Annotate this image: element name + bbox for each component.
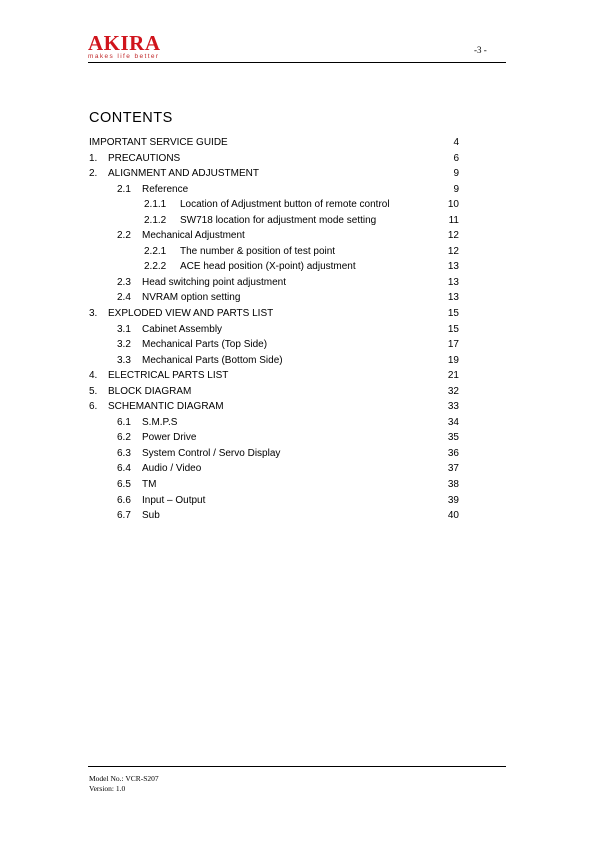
toc-entry-number: 3.3 [117, 354, 131, 366]
toc-entry-page: 13 [447, 292, 459, 304]
toc-entry-title: Location of Adjustment button of remote control [180, 199, 390, 211]
toc-entry-number: 2.4 [117, 292, 131, 304]
toc-entry-title: TM [142, 479, 157, 491]
toc-entry-title: SCHEMANTIC DIAGRAM [108, 401, 224, 413]
toc-entry[interactable] [89, 290, 459, 306]
toc-entry-title: Mechanical Adjustment [142, 230, 245, 242]
company-logo [88, 33, 188, 61]
toc-entry-title: ALIGNMENT AND ADJUSTMENT [108, 168, 259, 180]
model-number: Model No.: VCR-S207 [89, 774, 159, 783]
footer-divider [88, 766, 506, 767]
toc-entry-page: 34 [447, 416, 459, 428]
toc-entry-number: 3. [89, 308, 98, 320]
toc-entry[interactable] [89, 477, 459, 493]
toc-entry[interactable] [89, 182, 459, 198]
toc-entry-title: Head switching point adjustment [142, 276, 286, 288]
toc-entry-number: 5. [89, 385, 98, 397]
toc-entry[interactable] [89, 493, 459, 509]
toc-entry-page: 15 [447, 308, 459, 320]
toc-entry-number: 2.1 [117, 183, 131, 195]
toc-entry[interactable] [89, 135, 459, 151]
toc-entry-title: NVRAM option setting [142, 292, 241, 304]
toc-entry-number: 2.3 [117, 276, 131, 288]
toc-entry-number: 6.1 [117, 416, 131, 428]
toc-entry-title: Cabinet Assembly [142, 323, 223, 335]
header-divider [88, 62, 506, 63]
toc-entry-title: Audio / Video [142, 463, 202, 475]
toc-entry-page: 9 [453, 168, 459, 180]
toc-entry-page: 10 [447, 199, 459, 211]
toc-entry-title: S.M.P.S [142, 416, 178, 428]
toc-entry-page: 19 [447, 354, 459, 366]
toc-entry-page: 13 [447, 261, 459, 273]
toc-entry-number: 3.2 [117, 339, 131, 351]
toc-entry-title: Reference [142, 183, 189, 195]
toc-entry-number: 6.5 [117, 479, 131, 491]
toc-entry[interactable] [89, 368, 459, 384]
toc-entry-page: 12 [447, 230, 459, 242]
toc-entry-page: 33 [447, 401, 459, 413]
toc-entry-number: 2. [89, 168, 98, 180]
toc-entry-title: The number & position of test point [180, 245, 336, 257]
toc-entry[interactable] [89, 213, 459, 229]
toc-entry-page: 21 [447, 370, 459, 382]
toc-entry-number: 2.2 [117, 230, 131, 242]
toc-entry[interactable] [89, 430, 459, 446]
table-of-contents [89, 135, 459, 524]
toc-entry[interactable] [89, 275, 459, 291]
version-label: Version: 1.0 [89, 784, 126, 793]
toc-entry[interactable] [89, 151, 459, 167]
toc-entry-title: Mechanical Parts (Bottom Side) [142, 354, 283, 366]
toc-entry-number: 2.1.1 [144, 199, 167, 211]
toc-entry[interactable] [89, 399, 459, 415]
toc-entry-title: ELECTRICAL PARTS LIST [108, 370, 229, 382]
toc-entry-number: 6.3 [117, 447, 131, 459]
toc-entry-title: Power Drive [142, 432, 197, 444]
toc-entry-page: 35 [447, 432, 459, 444]
toc-entry-title: ACE head position (X-point) adjustment [180, 261, 356, 273]
toc-entry-page: 4 [453, 137, 459, 148]
toc-entry-number: 4. [89, 370, 98, 382]
toc-entry[interactable] [89, 384, 459, 400]
toc-entry-number: 6.7 [117, 510, 131, 522]
toc-entry-page: 9 [453, 183, 459, 195]
toc-entry-page: 15 [447, 323, 459, 335]
toc-entry[interactable] [89, 166, 459, 182]
toc-entry[interactable] [89, 259, 459, 275]
toc-entry[interactable] [89, 197, 459, 213]
toc-entry-title: System Control / Servo Display [142, 447, 281, 459]
toc-entry[interactable] [89, 415, 459, 431]
logo-tagline: makes life better [88, 53, 160, 60]
page-title: CONTENTS [89, 110, 173, 126]
toc-entry-page: 17 [447, 339, 459, 351]
toc-entry[interactable] [89, 228, 459, 244]
toc-entry-page: 12 [447, 245, 459, 257]
toc-entry[interactable] [89, 337, 459, 353]
footer [89, 774, 159, 794]
toc-entry-page: 40 [447, 510, 459, 522]
toc-entry-page: 6 [453, 152, 459, 164]
toc-entry-title: Input – Output [142, 494, 206, 506]
toc-entry-page: 11 [448, 214, 459, 226]
toc-entry-page: 32 [447, 385, 459, 397]
toc-entry[interactable] [89, 508, 459, 524]
toc-entry-number: 1. [89, 152, 98, 164]
toc-entry-title: Mechanical Parts (Top Side) [142, 339, 268, 351]
toc-entry-page: 37 [447, 463, 459, 475]
page-number: -3 - [474, 45, 487, 55]
toc-entry-number: 6.4 [117, 463, 131, 475]
toc-entry-number: 6. [89, 401, 98, 413]
toc-entry[interactable] [89, 244, 459, 260]
toc-entry-title: SW718 location for adjustment mode setting [180, 214, 377, 226]
toc-entry-title: BLOCK DIAGRAM [108, 385, 192, 397]
toc-entry-number: 3.1 [117, 323, 131, 335]
toc-entry-title: Sub [142, 510, 160, 522]
toc-entry-title: PRECAUTIONS [108, 152, 181, 164]
toc-entry-page: 36 [447, 447, 459, 459]
toc-entry-page: 39 [447, 494, 459, 506]
toc-entry-title: EXPLODED VIEW AND PARTS LIST [108, 308, 274, 320]
toc-entry-page: 38 [447, 479, 459, 491]
toc-entry[interactable] [89, 353, 459, 369]
logo-wordmark: AKIRA [88, 31, 161, 55]
toc-entry[interactable] [89, 306, 459, 322]
toc-entry-number: 2.2.1 [144, 245, 167, 257]
toc-entry-page: 13 [447, 276, 459, 288]
toc-entry[interactable] [89, 322, 459, 338]
toc-entry-number: 2.2.2 [144, 261, 167, 273]
toc-entry-title: IMPORTANT SERVICE GUIDE [89, 137, 228, 148]
toc-entry-number: 6.6 [117, 494, 131, 506]
toc-entry-number: 2.1.2 [144, 214, 167, 226]
toc-entry[interactable] [89, 446, 459, 462]
toc-entry[interactable] [89, 461, 459, 477]
toc-entry-number: 6.2 [117, 432, 131, 444]
